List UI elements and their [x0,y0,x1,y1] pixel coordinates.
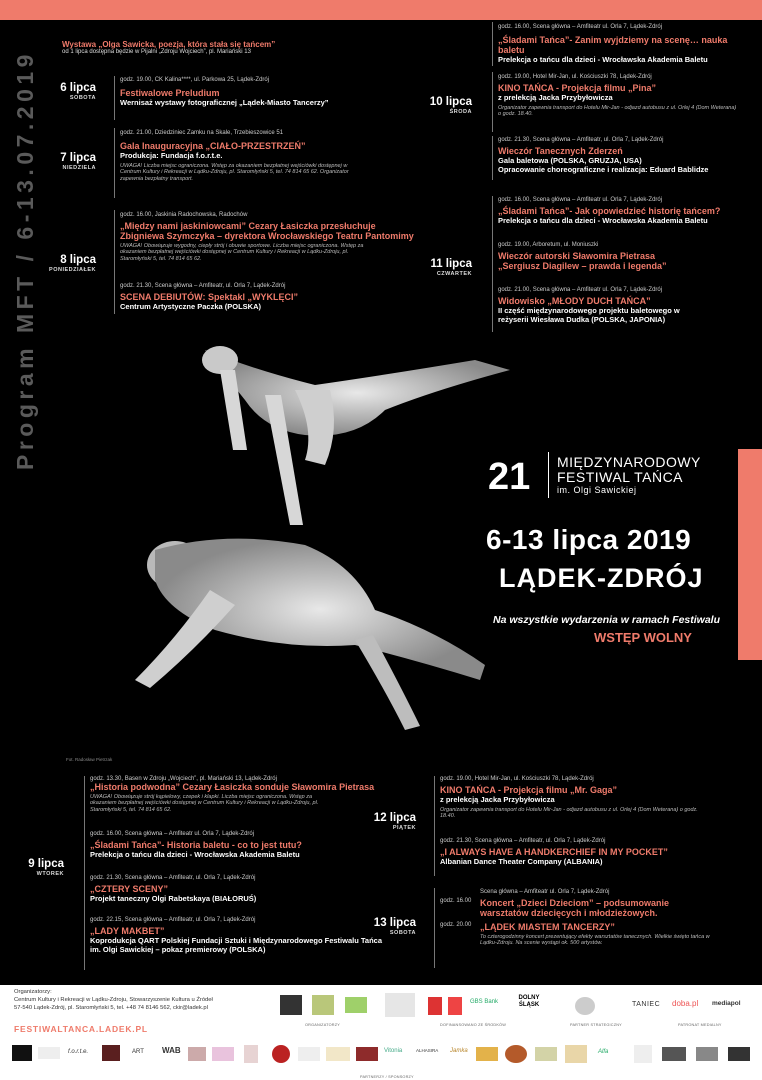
photo-credit: Fot. Radosław Pietrzak [66,757,113,762]
caption-funding: DOFINANSOWANO ZE ŚRODKÓW [440,1023,507,1027]
event-gala: godz. 21.00, Dziedziniec Zamku na Skale, Trzebieszowice 51 Gala Inauguracyjna „CIAŁO-PRZESTRZEŃ” Produkcja: Fundacja f.o.r.t.e. UWAGA! Liczba miejsc ograniczona. Wstęp za okazaniem bezpłatnej wejściówki dostępnej w Centrum Kultury i Rekreacji w Lądku-Zdroju, pl. Staromłyński 5, tel. 74 814 65 62. Organizator zapewnia bezpłatny transport. [120,130,349,182]
logo-mediapol: mediapol [712,1000,741,1007]
caption-strategic: PARTNER STRATEGICZNY [570,1023,622,1027]
logo-strategic [575,997,595,1015]
divider [84,776,85,970]
event-lady-makbet: godz. 22.15, Scena główna – Amfiteatr, ul. Orla 7, Lądek-Zdrój „LADY MAKBET” Koprodukcja QART Polskiej Fundacji Sztuki i Międzynarodowego Festiwalu Tańca im. Olgi Sawickiej – pokaz premierowy (POLSKA) [90,917,382,954]
caption-media: PATRONAT MEDIALNY [678,1023,722,1027]
event-koncert: Scena główna – Amfiteatr ul. Orla 7, Lądek-Zdrój godz. 16.00 Koncert „Dzieci Dzieciom” – podsumowanie warsztatów dziecięcych i młodzieżowych. godz. 20.00 „LĄDEK MIASTEM TANCERZY” To czterogodzinny koncert prezentujący efekty warsztatów tanecznych. Wielkie święto tańca w Lądku-Zdroju. Na scenie wystąpi ok. 500 artystów. [440,889,710,947]
event-debiuty: godz. 21.30, Scena główna – Amfiteatr, ul. Orla 7, Lądek-Zdrój SCENA DEBIUTÓW: Spektakl „WYKLĘCI” Centrum Artystyczne Paczka (POLSKA) [120,283,299,311]
day-11: 11 lipca CZWARTEK [430,258,472,277]
caption-organizers: ORGANIZATORZY [305,1023,340,1027]
logo-partner-1 [12,1045,32,1061]
logo-dolny-slask: DOLNY ŚLĄSK [518,995,540,1008]
logo-gbs: GBS Bank [470,999,499,1005]
divider [492,72,493,132]
festival-number: 21 [488,456,531,498]
logo-partner-7 [188,1047,206,1061]
logo-partner-11 [298,1047,320,1061]
logo-partner-8 [212,1047,234,1061]
divider [492,22,493,66]
logo-partner-19 [535,1047,557,1061]
top-accent-bar [0,0,762,20]
organizers: Organizatorzy: Centrum Kultury i Rekreacji w Lądku-Zdroju, Stowarzyszenie Kultura u Źródeł 57-540 Lądek-Zdrój, pl. Staromłyński 5, tel. +48 74 8146 562, ckir@ladek.pl [14,989,213,1012]
logo-forte: f.o.r.t.e. [68,1049,89,1055]
logo-crest-2 [448,997,462,1015]
day-12: 12 lipca PIĄTEK [373,812,416,831]
logo-partner-20 [565,1045,587,1063]
event-sladami-3: godz. 16.00, Scena główna – Amfiteatr ul. Orla 7, Lądek-Zdrój „Śladami Tańca”- Historia baletu - co to jest tutu? Prelekcja o tańcu dla dzieci - Wrocławska Akademia Baletu [90,831,302,859]
logo-alhasira: ALHASIRA [416,1048,439,1053]
event-handkerchief: godz. 21.30, Scena główna – Amfiteatr, ul. Orla 7, Lądek-Zdrój „I ALWAYS HAVE A HANDKERCHIEF IN MY POCKET” Albanian Dance Theater Company (ALBANIA) [440,838,668,866]
caption-partners: PARTNERZY / SPONSORZY [360,1075,414,1079]
day-6: 6 lipca SOBOTA [60,82,96,101]
event-historia-podwodna: godz. 13.30, Basen w Zdroju „Wojciech”, pl. Mariański 13, Lądek-Zdrój „Historia podwodna” Cezary Łasiczka sonduje Sławomira Pietrasa UWAGA! Obowiązuje strój kąpielowy, czepek i klapki. Liczba miejsc ograniczona. Wstęp za okazaniem bezpłatnej wejściówki dostępnej w Centrum Kultury i Rekreacji w Lądku-Zdroju, pl. Staromłyński 5, tel. 74 814 65 62. [90,776,375,813]
festival-separator [548,452,549,498]
logo-alfa: Alfa [598,1049,609,1055]
free-entry: WSTĘP WOLNY [594,630,692,645]
free-entry-note: Na wszystkie wydarzenia w ramach Festiwalu [493,614,721,626]
festival-city: LĄDEK-ZDRÓJ [499,563,704,593]
event-mlody-duch: godz. 21.00, Scena główna – Amfiteatr ul. Orla 7, Lądek-Zdrój Widowisko „MŁODY DUCH TAŃCA” II część międzynarodowego projektu baletowego w reżyserii Wiesława Dudka (POLSKA, JAPONIA) [498,287,680,324]
logo-partner-23 [662,1047,686,1061]
divider [492,136,493,180]
logo-partner-2 [38,1047,60,1059]
divider [114,76,115,120]
divider [434,888,435,968]
website-link[interactable]: FESTIWALTANCA.LADEK.PL [14,1024,148,1034]
logo-organizer-3 [345,997,367,1013]
event-diagilew: godz. 19.00, Arboretum, ul. Moniuszki Wieczór autorski Sławomira Pietrasa „Sergiusz Diagilew – prawda i legenda” [498,242,667,271]
footer [0,985,762,1080]
logo-partner-4 [102,1045,120,1061]
event-pina: godz. 19.00, Hotel Mir-Jan, ul. Kościuszki 78, Lądek-Zdrój KINO TAŃCA - Projekcja filmu „Pina” z prelekcją Jacka Przybyłowicza Organizator zapewnia transport do Hotelu Mir-Jan - odjazd autobusu z ul. Orlej 4 (Dom Weterana) o godz. 18.40. [498,74,737,118]
event-exhibition [62,40,322,55]
festival-dates: 6-13 lipca 2019 [486,524,692,555]
day-8: 8 lipca PONIEDZIAŁEK [49,254,96,273]
logo-taniec: TANIEC [632,1001,661,1008]
logo-ministry [385,993,415,1017]
day-10: 10 lipca ŚRODA [429,96,472,115]
event-zderzenia: godz. 21.30, Scena główna – Amfiteatr, ul. Orla 7, Lądek-Zdrój Wieczór Tanecznych Zderzeń Gala baletowa (POLSKA, GRUZJA, USA) Opracowanie choreograficzne i realizacja: Eduard Bablidze [498,137,709,174]
day-7: 7 lipca NIEDZIELA [60,152,96,171]
divider [114,210,115,314]
logo-crest-1 [428,997,442,1015]
festival-name: MIĘDZYNARODOWY FESTIWAL TAŃCA im. Olgi Sawickiej [557,454,701,495]
divider [434,776,435,876]
divider [492,196,493,332]
event-sladami-1: godz. 16.00, Scena główna – Amfiteatr ul. Orla 7, Lądek-Zdrój „Śladami Tańca”- Zanim wyjdziemy na scenę… nauka baletu Prelekcja o tańcu dla dzieci - Wrocławska Akademia Baletu [498,24,728,64]
logo-partner-18 [505,1045,527,1063]
event-cztery-sceny: godz. 21.30, Scena główna – Amfiteatr, ul. Orla 7, Lądek-Zdrój „CZTERY SCENY” Projekt taneczny Olgi Rabetskaya (BIAŁORUŚ) [90,875,257,903]
logo-partner-24 [696,1047,718,1061]
logo-organizer-2 [312,995,334,1015]
dancers-photo [55,330,515,760]
program-vertical-title: Program MFT / 6-13.07.2019 [12,50,38,470]
logo-partner-13 [356,1047,378,1061]
logo-partner-22 [634,1045,652,1063]
day-13: 13 lipca SOBOTA [373,917,416,936]
event-sladami-2: godz. 16.00, Scena główna – Amfiteatr ul. Orla 7, Lądek-Zdrój „Śladami Tańca”- Jak opowiedzieć historię tańcem? Prelekcja o tańcu dla dzieci - Wrocławska Akademia Baletu [498,197,721,225]
logo-partner-10 [272,1045,290,1063]
divider [114,128,115,198]
event-title: Wystawa „Olga Sawicka, poezja, która stała się tańcem” [62,40,276,49]
event-mr-gaga: godz. 19.00, Hotel Mir-Jan, ul. Kościuszki 78, Lądek-Zdrój KINO TAŃCA - Projekcja filmu „Mr. Gaga” z prelekcją Jacka Przybyłowicza Organizator zapewnia transport do Hotelu Mir-Jan - odjazd autobusu z ul. Orlej 4 (Dom Weterana) o godz. 18.40. [440,776,698,820]
logo-jamka: Jamka [450,1048,468,1054]
logo-wab: WAB [162,1046,181,1055]
logo-art: ART [132,1049,144,1055]
event-sub: od 1 lipca dostępna będzie w Pijalni „Zdroju Wojciech”, pl. Mariański 13 [62,49,251,55]
logo-vitonia: Vitonia [384,1048,403,1054]
logo-partner-12 [326,1047,350,1061]
event-jaskinia: godz. 16.00, Jaskinia Radochowska, Radochów „Między nami jaskiniowcami” Cezary Łasiczka przesłuchuje Zbigniewa Szymczyka – dyrektora Wrocławskiego Teatru Pantomimy UWAGA! Obowiązuje wygodny, ciepły strój i obuwie sportowe. Liczba miejsc ograniczona. Wstęp za okazaniem bezpłatnej wejściówki dostępnej w Centrum Kultury i Rekreacji w Lądku-Zdroju, pl. Staromłyński 5, tel. 74 814 65 62. [120,212,414,262]
event-preludium: godz. 19.00, CK Kalina****, ul. Parkowa 25, Lądek-Zdrój Festiwalowe Preludium Wernisaż wystawy fotograficznej „Lądek-Miasto Tancerzy” [120,77,329,107]
logo-organizer-1 [280,995,302,1015]
logo-partner-17 [476,1047,498,1061]
logo-partner-25 [728,1047,750,1061]
day-9: 9 lipca WTOREK [28,858,64,877]
side-accent-band [738,449,762,660]
logo-partner-9 [244,1045,258,1063]
logo-doba: doba.pl [672,999,699,1008]
